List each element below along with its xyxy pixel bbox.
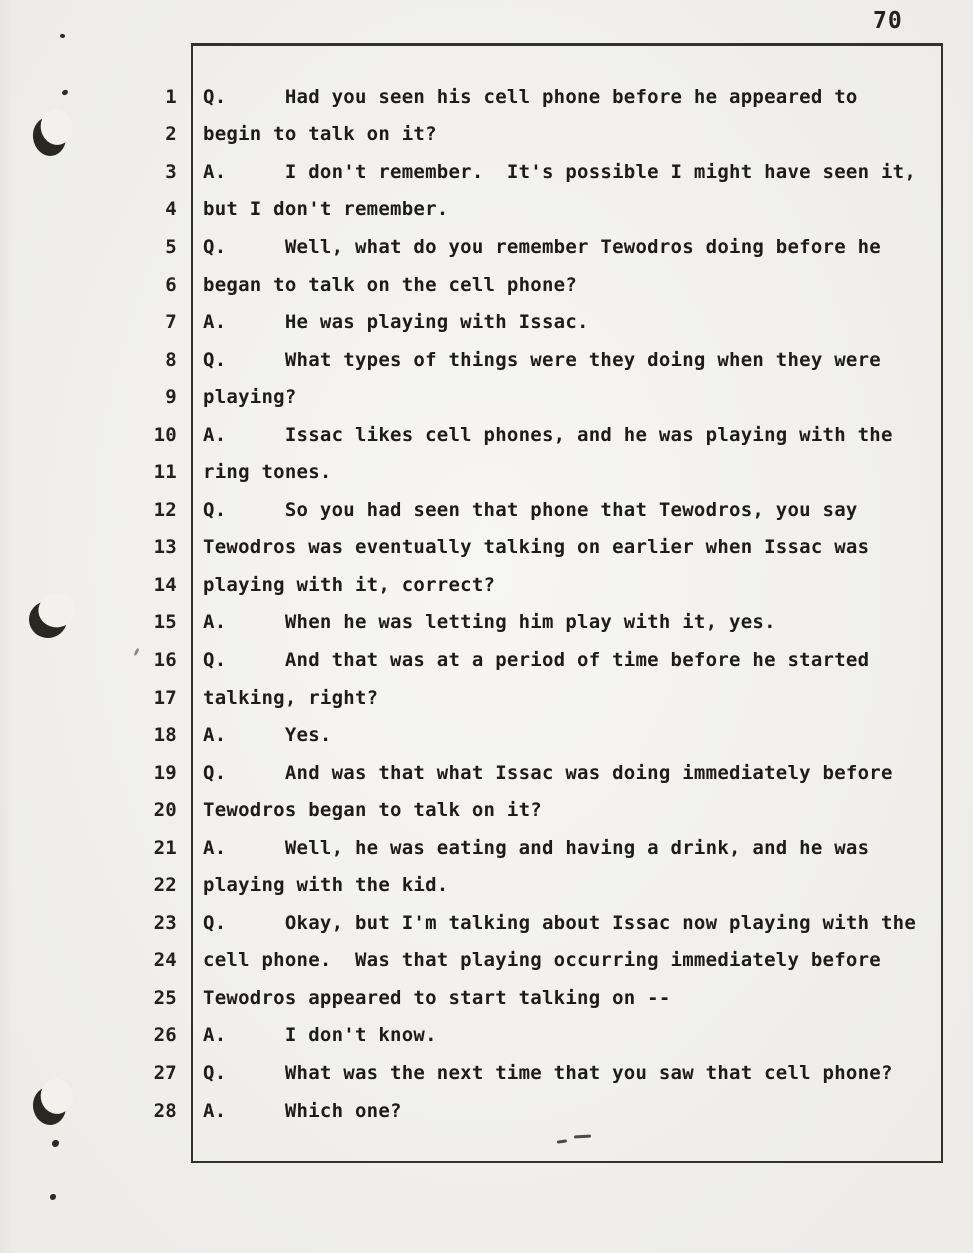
- transcript-line: [130, 491, 940, 529]
- line-number: 6: [165, 273, 177, 296]
- line-number: 5: [165, 235, 177, 258]
- transcript-line: [130, 566, 940, 604]
- line-text: A. Issac likes cell phones, and he was playing with the: [203, 423, 893, 446]
- line-number: 4: [165, 198, 177, 221]
- line-number: 25: [153, 986, 177, 1009]
- line-text: A. When he was letting him play with it, yes.: [203, 611, 776, 634]
- transcript-line: [130, 716, 940, 754]
- line-text: playing?: [203, 386, 297, 409]
- line-number: 2: [165, 123, 177, 146]
- ink-speck: [59, 33, 65, 38]
- line-number: 24: [153, 949, 177, 972]
- transcript-line: [130, 453, 940, 491]
- line-number: 18: [153, 724, 177, 747]
- page-number: 70: [873, 8, 903, 34]
- line-text: began to talk on the cell phone?: [203, 273, 578, 296]
- line-number: 10: [153, 423, 177, 446]
- line-text: cell phone. Was that playing occurring immediately before: [203, 949, 881, 972]
- line-text: Q. What types of things were they doing when they were: [203, 348, 881, 371]
- line-text: Q. Had you seen his cell phone before he appeared to: [203, 85, 858, 108]
- transcript-line: [130, 529, 940, 567]
- ink-speck: [50, 1194, 56, 1200]
- line-number: 26: [153, 1024, 177, 1047]
- line-text: Q. Okay, but I'm talking about Issac now playing with the: [203, 911, 917, 934]
- line-number: 21: [153, 836, 177, 859]
- line-text: A. He was playing with Issac.: [203, 311, 589, 334]
- line-text: A. Which one?: [203, 1099, 402, 1122]
- transcript-line: [130, 904, 940, 942]
- transcript-line: [130, 116, 940, 154]
- line-text: Q. Well, what do you remember Tewodros doing before he: [203, 235, 881, 258]
- line-text: but I don't remember.: [203, 198, 449, 221]
- line-number: 17: [153, 686, 177, 709]
- line-number: 28: [153, 1099, 177, 1122]
- transcript-line: [130, 416, 940, 454]
- transcript-line: [130, 341, 940, 379]
- line-number: 12: [153, 498, 177, 521]
- line-number: 27: [153, 1061, 177, 1084]
- transcript-line: [130, 303, 940, 341]
- line-text: A. I don't remember. It's possible I might have seen it,: [203, 160, 917, 183]
- line-number: 16: [153, 648, 177, 671]
- transcript-line: [130, 604, 940, 642]
- transcript-line: [130, 78, 940, 116]
- line-text: A. Yes.: [203, 724, 332, 747]
- line-number: 15: [153, 611, 177, 634]
- line-text: Q. And that was at a period of time before he started: [203, 648, 870, 671]
- line-text: Q. So you had seen that phone that Tewodros, you say: [203, 498, 858, 521]
- binder-hole-shadow-icon: [30, 115, 68, 158]
- transcript-line: [130, 641, 940, 679]
- transcript-line: [130, 979, 940, 1017]
- transcript-line: [130, 754, 940, 792]
- ink-speck: [52, 1140, 59, 1147]
- transcript-line: [130, 266, 940, 304]
- line-number: 1: [165, 85, 177, 108]
- transcript-line: [130, 153, 940, 191]
- transcript-line: [130, 1017, 940, 1055]
- transcript-line: [130, 791, 940, 829]
- transcript-line: [130, 191, 940, 229]
- line-text: Tewodros appeared to start talking on --: [203, 986, 671, 1009]
- transcript-line: [130, 942, 940, 980]
- line-text: talking, right?: [203, 686, 379, 709]
- line-number: 9: [165, 386, 177, 409]
- line-number: 8: [165, 348, 177, 371]
- transcript-line: [130, 378, 940, 416]
- transcript-line: [130, 829, 940, 867]
- line-number: 23: [153, 911, 177, 934]
- line-text: playing with the kid.: [203, 874, 449, 897]
- line-number: 22: [153, 874, 177, 897]
- line-number: 7: [165, 311, 177, 334]
- line-text: Q. What was the next time that you saw that cell phone?: [203, 1061, 893, 1084]
- line-text: Q. And was that what Issac was doing immediately before: [203, 761, 893, 784]
- transcript-lines: [130, 78, 940, 1129]
- transcript-line: [130, 1054, 940, 1092]
- line-text: Tewodros began to talk on it?: [203, 799, 542, 822]
- transcript-line: [130, 1092, 940, 1130]
- line-text: A. I don't know.: [203, 1024, 437, 1047]
- line-text: begin to talk on it?: [203, 123, 437, 146]
- line-text: A. Well, he was eating and having a drink, and he was: [203, 836, 870, 859]
- line-number: 20: [153, 799, 177, 822]
- ink-speck: [61, 89, 68, 95]
- binder-hole-shadow-icon: [28, 600, 68, 640]
- line-text: Tewodros was eventually talking on earlier when Issac was: [203, 536, 870, 559]
- line-number: 11: [153, 461, 177, 484]
- transcript-line: [130, 866, 940, 904]
- line-number: 3: [165, 160, 177, 183]
- line-number: 19: [153, 761, 177, 784]
- line-number: 14: [153, 573, 177, 596]
- transcript-line: [130, 228, 940, 266]
- transcript-line: [130, 679, 940, 717]
- binder-hole-shadow-icon: [31, 1085, 69, 1127]
- line-text: ring tones.: [203, 461, 332, 484]
- line-text: playing with it, correct?: [203, 573, 496, 596]
- line-number: 13: [153, 536, 177, 559]
